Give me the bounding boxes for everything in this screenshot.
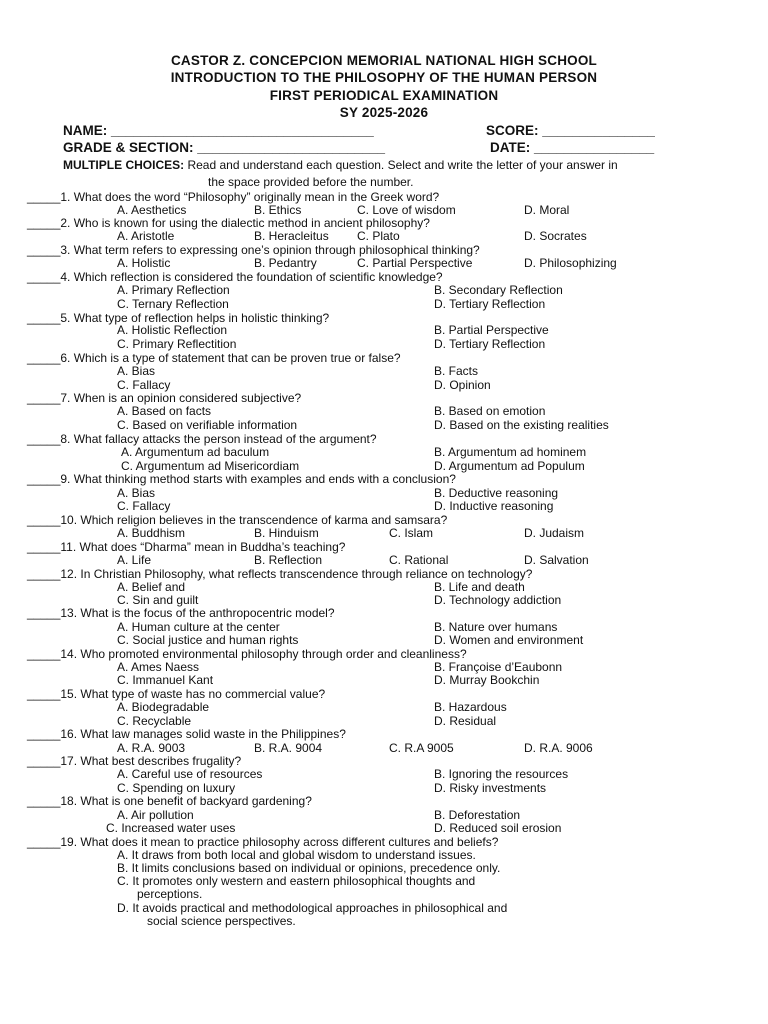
option-4b: B. Secondary Reflection xyxy=(434,283,563,297)
option-6a: A. Bias xyxy=(117,364,156,378)
option-4c: C. Ternary Reflection xyxy=(117,297,229,311)
instructions-text: Read and understand each question. Select and write the letter of your answer in xyxy=(187,158,618,172)
option-8b: B. Argumentum ad hominem xyxy=(434,445,587,459)
question-2: _____2. Who is known for using the dialectic method in ancient philosophy? xyxy=(27,216,430,230)
question-6: _____6. Which is a type of statement that can be proven true or false? xyxy=(27,351,401,365)
question-13: _____13. What is the focus of the anthropocentric model? xyxy=(27,606,335,620)
option-10d: D. Judaism xyxy=(524,526,585,540)
question-18: _____18. What is one benefit of backyard gardening? xyxy=(27,794,312,808)
option-8c: C. Argumentum ad Misericordiam xyxy=(121,459,300,473)
option-9d: D. Inductive reasoning xyxy=(434,499,554,513)
option-6b: B. Facts xyxy=(434,364,479,378)
option-19a: A. It draws from both local and global wisdom to understand issues. xyxy=(117,848,476,862)
option-19c-continued: perceptions. xyxy=(137,887,203,901)
option-2b: B. Heracleitus xyxy=(254,229,329,243)
option-17b: B. Ignoring the resources xyxy=(434,767,569,781)
question-8: _____8. What fallacy attacks the person instead of the argument? xyxy=(27,432,377,446)
option-5b: B. Partial Perspective xyxy=(434,323,549,337)
question-17: _____17. What best describes frugality? xyxy=(27,754,242,768)
option-14d: D. Murray Bookchin xyxy=(434,673,540,687)
option-12c: C. Sin and guilt xyxy=(117,593,199,607)
option-19b: B. It limits conclusions based on individual or opinions, precedence only. xyxy=(117,861,501,875)
option-9b: B. Deductive reasoning xyxy=(434,486,559,500)
option-12b: B. Life and death xyxy=(434,580,525,594)
instructions-label: MULTIPLE CHOICES: xyxy=(63,158,185,172)
grade-section-field: GRADE & SECTION: _________________________ xyxy=(63,140,385,155)
option-11a: A. Life xyxy=(117,553,152,567)
option-18d: D. Reduced soil erosion xyxy=(434,821,562,835)
option-3d: D. Philosophizing xyxy=(524,256,617,270)
question-5: _____5. What type of reflection helps in holistic thinking? xyxy=(27,311,330,325)
option-15d: D. Residual xyxy=(434,714,497,728)
option-15a: A. Biodegradable xyxy=(117,700,210,714)
option-11d: D. Salvation xyxy=(524,553,589,567)
option-18c: C. Increased water uses xyxy=(106,821,236,835)
option-12a: A. Belief and xyxy=(117,580,186,594)
option-19c: C. It promotes only western and eastern philosophical thoughts and xyxy=(117,874,476,888)
subject-title: INTRODUCTION TO THE PHILOSOPHY OF THE HUMAN PERSON xyxy=(170,70,598,85)
option-1b: B. Ethics xyxy=(254,203,302,217)
option-17d: D. Risky investments xyxy=(434,781,547,795)
school-year: SY 2025-2026 xyxy=(339,105,429,120)
option-7b: B. Based on emotion xyxy=(434,404,546,418)
option-19d: D. It avoids practical and methodological approaches in philosophical and xyxy=(117,901,508,915)
option-7c: C. Based on verifiable information xyxy=(117,418,298,432)
option-10c: C. Islam xyxy=(389,526,434,540)
question-19: _____19. What does it mean to practice philosophy across different cultures and beliefs? xyxy=(27,835,499,849)
option-14b: B. Françoise d’Eaubonn xyxy=(434,660,563,674)
option-13b: B. Nature over humans xyxy=(434,620,558,634)
question-12: _____12. In Christian Philosophy, what reflects transcendence through reliance on technology? xyxy=(27,567,533,581)
option-9c: C. Fallacy xyxy=(117,499,171,513)
option-19d-continued: social science perspectives. xyxy=(147,914,296,928)
option-11c: C. Rational xyxy=(389,553,449,567)
question-3: _____3. What term refers to expressing one’s opinion through philosophical thinking? xyxy=(27,243,480,257)
question-10: _____10. Which religion believes in the transcendence of karma and samsara? xyxy=(27,513,448,527)
question-4: _____4. Which reflection is considered the foundation of scientific knowledge? xyxy=(27,270,443,284)
option-8d: D. Argumentum ad Populum xyxy=(434,459,585,473)
option-3c: C. Partial Perspective xyxy=(357,256,473,270)
option-1d: D. Moral xyxy=(524,203,570,217)
option-5a: A. Holistic Reflection xyxy=(117,323,228,337)
option-13c: C. Social justice and human rights xyxy=(117,633,299,647)
option-13d: D. Women and environment xyxy=(434,633,584,647)
option-7a: A. Based on facts xyxy=(117,404,212,418)
option-5c: C. Primary Reflectition xyxy=(117,337,237,351)
option-3a: A. Holistic xyxy=(117,256,171,270)
option-16d: D. R.A. 9006 xyxy=(524,741,593,755)
score-field: SCORE: _______________ xyxy=(486,123,655,138)
option-2a: A. Aristotle xyxy=(117,229,175,243)
option-11b: B. Reflection xyxy=(254,553,323,567)
option-9a: A. Bias xyxy=(117,486,156,500)
instructions xyxy=(63,158,723,172)
option-18a: A. Air pollution xyxy=(117,808,194,822)
option-14a: A. Ames Naess xyxy=(117,660,200,674)
option-8a: A. Argumentum ad baculum xyxy=(121,445,270,459)
option-16a: A. R.A. 9003 xyxy=(117,741,186,755)
option-4d: D. Tertiary Reflection xyxy=(434,297,546,311)
option-16c: C. R.A 9005 xyxy=(389,741,454,755)
name-field: NAME: ___________________________________ xyxy=(63,123,374,138)
option-6c: C. Fallacy xyxy=(117,378,171,392)
date-field: DATE: ________________ xyxy=(490,140,655,155)
option-10a: A. Buddhism xyxy=(117,526,186,540)
option-5d: D. Tertiary Reflection xyxy=(434,337,546,351)
option-2d: D. Socrates xyxy=(524,229,587,243)
option-7d: D. Based on the existing realities xyxy=(434,418,609,432)
option-16b: B. R.A. 9004 xyxy=(254,741,323,755)
question-15: _____15. What type of waste has no commercial value? xyxy=(27,687,326,701)
option-6d: D. Opinion xyxy=(434,378,491,392)
option-12d: D. Technology addiction xyxy=(434,593,562,607)
option-2c: C. Plato xyxy=(357,229,400,243)
question-16: _____16. What law manages solid waste in the Philippines? xyxy=(27,727,346,741)
school-name: CASTOR Z. CONCEPCION MEMORIAL NATIONAL HIGH SCHOOL xyxy=(170,53,597,68)
option-15c: C. Recyclable xyxy=(117,714,192,728)
option-13a: A. Human culture at the center xyxy=(117,620,280,634)
option-1a: A. Aesthetics xyxy=(117,203,187,217)
option-14c: C. Immanuel Kant xyxy=(117,673,214,687)
option-18b: B. Deforestation xyxy=(434,808,521,822)
question-7: _____7. When is an opinion considered subjective? xyxy=(27,391,302,405)
question-1: _____1. What does the word “Philosophy” originally mean in the Greek word? xyxy=(27,190,440,204)
option-10b: B. Hinduism xyxy=(254,526,319,540)
instructions-text-2: the space provided before the number. xyxy=(208,175,414,189)
option-17c: C. Spending on luxury xyxy=(117,781,236,795)
option-3b: B. Pedantry xyxy=(254,256,317,270)
question-14: _____14. Who promoted environmental philosophy through order and cleanliness? xyxy=(27,647,467,661)
option-4a: A. Primary Reflection xyxy=(117,283,230,297)
option-15b: B. Hazardous xyxy=(434,700,507,714)
question-9: _____9. What thinking method starts with examples and ends with a conclusion? xyxy=(27,472,456,486)
exam-title: FIRST PERIODICAL EXAMINATION xyxy=(269,88,499,103)
option-17a: A. Careful use of resources xyxy=(117,767,263,781)
question-11: _____11. What does “Dharma” mean in Buddha’s teaching? xyxy=(27,540,346,554)
option-1c: C. Love of wisdom xyxy=(357,203,456,217)
